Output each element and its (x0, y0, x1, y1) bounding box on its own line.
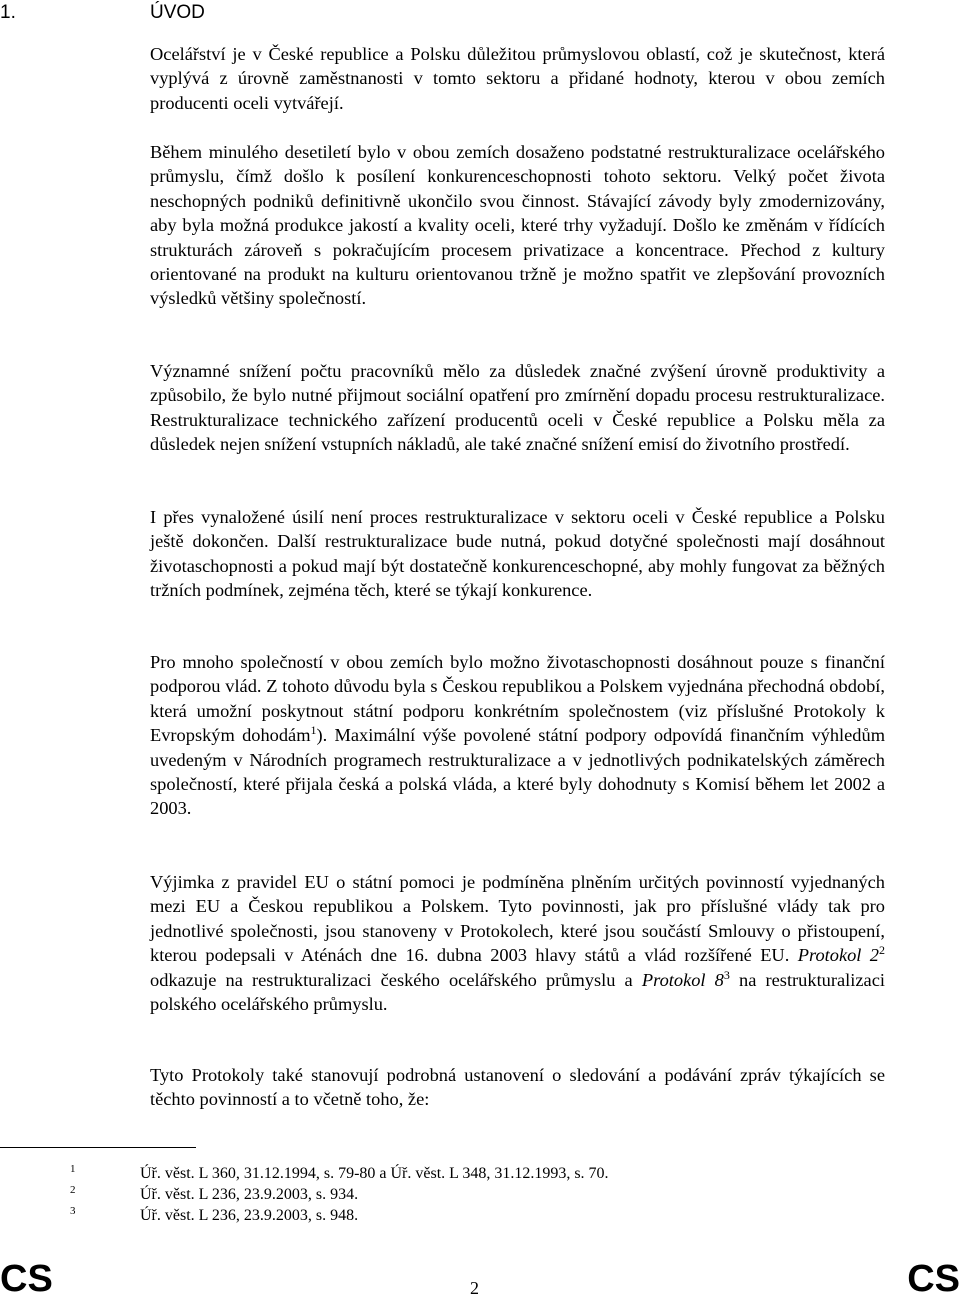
paragraph-2: Během minulého desetiletí bylo v obou zemích dosaženo podstatné restrukturalizace ocelářského průmyslu, čímž došlo k posílení konkurenceschopnosti tohoto sektoru. Velký počet života neschopných podniků definitivně ukončilo svou činnost. Stávající závody byly zmodernizovány, aby byla možná produkce jakostí a kvality oceli, které trhy vyžadují. Došlo ke změnám v řídících strukturách zároveň s pokračujícím procesem privatizace a koncentrace. Přechod z kultury orientované na produkt na kulturu orientovanou tržně je možno spatřit ve zlepšování provozních výsledků většiny společností. (150, 142, 885, 309)
footnote-ref-2: 2 (879, 943, 886, 958)
paragraph-5 (150, 650, 885, 821)
section-title: ÚVOD (150, 2, 205, 23)
footnote-text: Úř. věst. L 236, 23.9.2003, s. 948. (140, 1207, 359, 1224)
paragraph-1: Ocelářství je v České republice a Polsku důležitou průmyslovou oblastí, což je skutečnost, která vyplývá z úrovně zaměstnanosti v tomto sektoru a přidané hodnoty, kterou v obou zemích producenti oceli vytvářejí. (150, 44, 885, 113)
footnote-number: 2 (70, 1184, 76, 1196)
page-number: 2 (470, 1278, 479, 1298)
paragraph-6-text-a: Výjimka z pravidel EU o státní pomoci je podmíněna plněním určitých povinností vyjednaných mezi EU a Českou republikou a Polskem. Tyto povinnosti, jak pro příslušné vlády tak pro jednotlivé společnosti, jsou stanoveny v Protokolech, které jsou součástí Smlouvy o přistoupení, kterou podepsali v Aténách dne 16. dubna 2003 hlavy států a vlád rozšířené EU. (150, 872, 885, 966)
paragraph-3: Významné snížení počtu pracovníků mělo za důsledek značné zvýšení úrovně produktivity a způsobilo, že bylo nutné přijmout sociální opatření pro zmírnění dopadu procesu restrukturalizace. Restrukturalizace technického zařízení producentů oceli v České republice a Polsku měla za důsledek nejen snížení vstupních nákladů, ale také značné snížení emisí do životního prostředí. (150, 361, 885, 455)
footnote-number: 1 (70, 1163, 76, 1175)
paragraph-5-text-a: Pro mnoho společností v obou zemích bylo možno životaschopnosti dosáhnout pouze s finanční podporou vlád. Z tohoto důvodu byla s Českou republikou a Polskem vyjednána přechodná období, která umožní poskytnout státní podporu konkrétním společnostem (viz příslušné Protokoly k Evropským dohodám (150, 652, 885, 746)
protocol-8-ref: Protokol 8 (641, 969, 724, 990)
paragraph-6 (150, 870, 885, 1016)
footer-language-left: CS (0, 1258, 53, 1300)
section-number: 1. (0, 2, 16, 23)
footnote-ref-3: 3 (723, 967, 730, 982)
paragraph-7: Tyto Protokoly také stanovují podrobná ustanovení o sledování a podávání zpráv týkajících se těchto povinností a to včetně toho, že: (150, 1065, 885, 1110)
protocol-2-ref: Protokol 2 (797, 945, 880, 966)
footnote-separator (0, 1147, 196, 1148)
paragraph-5-text-b: ). Maximální výše povolené státní podpory odpovídá finančním výhledům uvedeným v Národních programech restrukturalizace a v jednotlivých podnikatelských záměrech společností, které přijala česká a polská vláda, a které byly dohodnuty s Komisí během let 2002 a 2003. (150, 725, 885, 819)
footnote-number: 3 (70, 1205, 76, 1217)
footnote-text: Úř. věst. L 360, 31.12.1994, s. 79-80 a Úř. věst. L 348, 31.12.1993, s. 70. (140, 1165, 609, 1182)
paragraph-4: I přes vynaložené úsilí není proces restrukturalizace v sektoru oceli v České republice a Polsku ještě dokončen. Další restrukturalizace bude nutná, pokud dotyčné společnosti mají dosáhnout životaschopnosti a pokud mají být dostatečně konkurenceschopné, aby mohly fungovat za běžných tržních podmínek, zejména těch, které se týkají konkurence. (150, 507, 885, 601)
footnote-text: Úř. věst. L 236, 23.9.2003, s. 934. (140, 1186, 359, 1203)
paragraph-6-text-b: odkazuje na restrukturalizaci českého ocelářského průmyslu a (150, 969, 633, 990)
paragraph-6-text-c: na restrukturalizaci polského ocelářského průmyslu. (150, 969, 885, 1015)
footer-language-right: CS (907, 1258, 960, 1300)
footnote-ref-1: 1 (310, 723, 317, 738)
